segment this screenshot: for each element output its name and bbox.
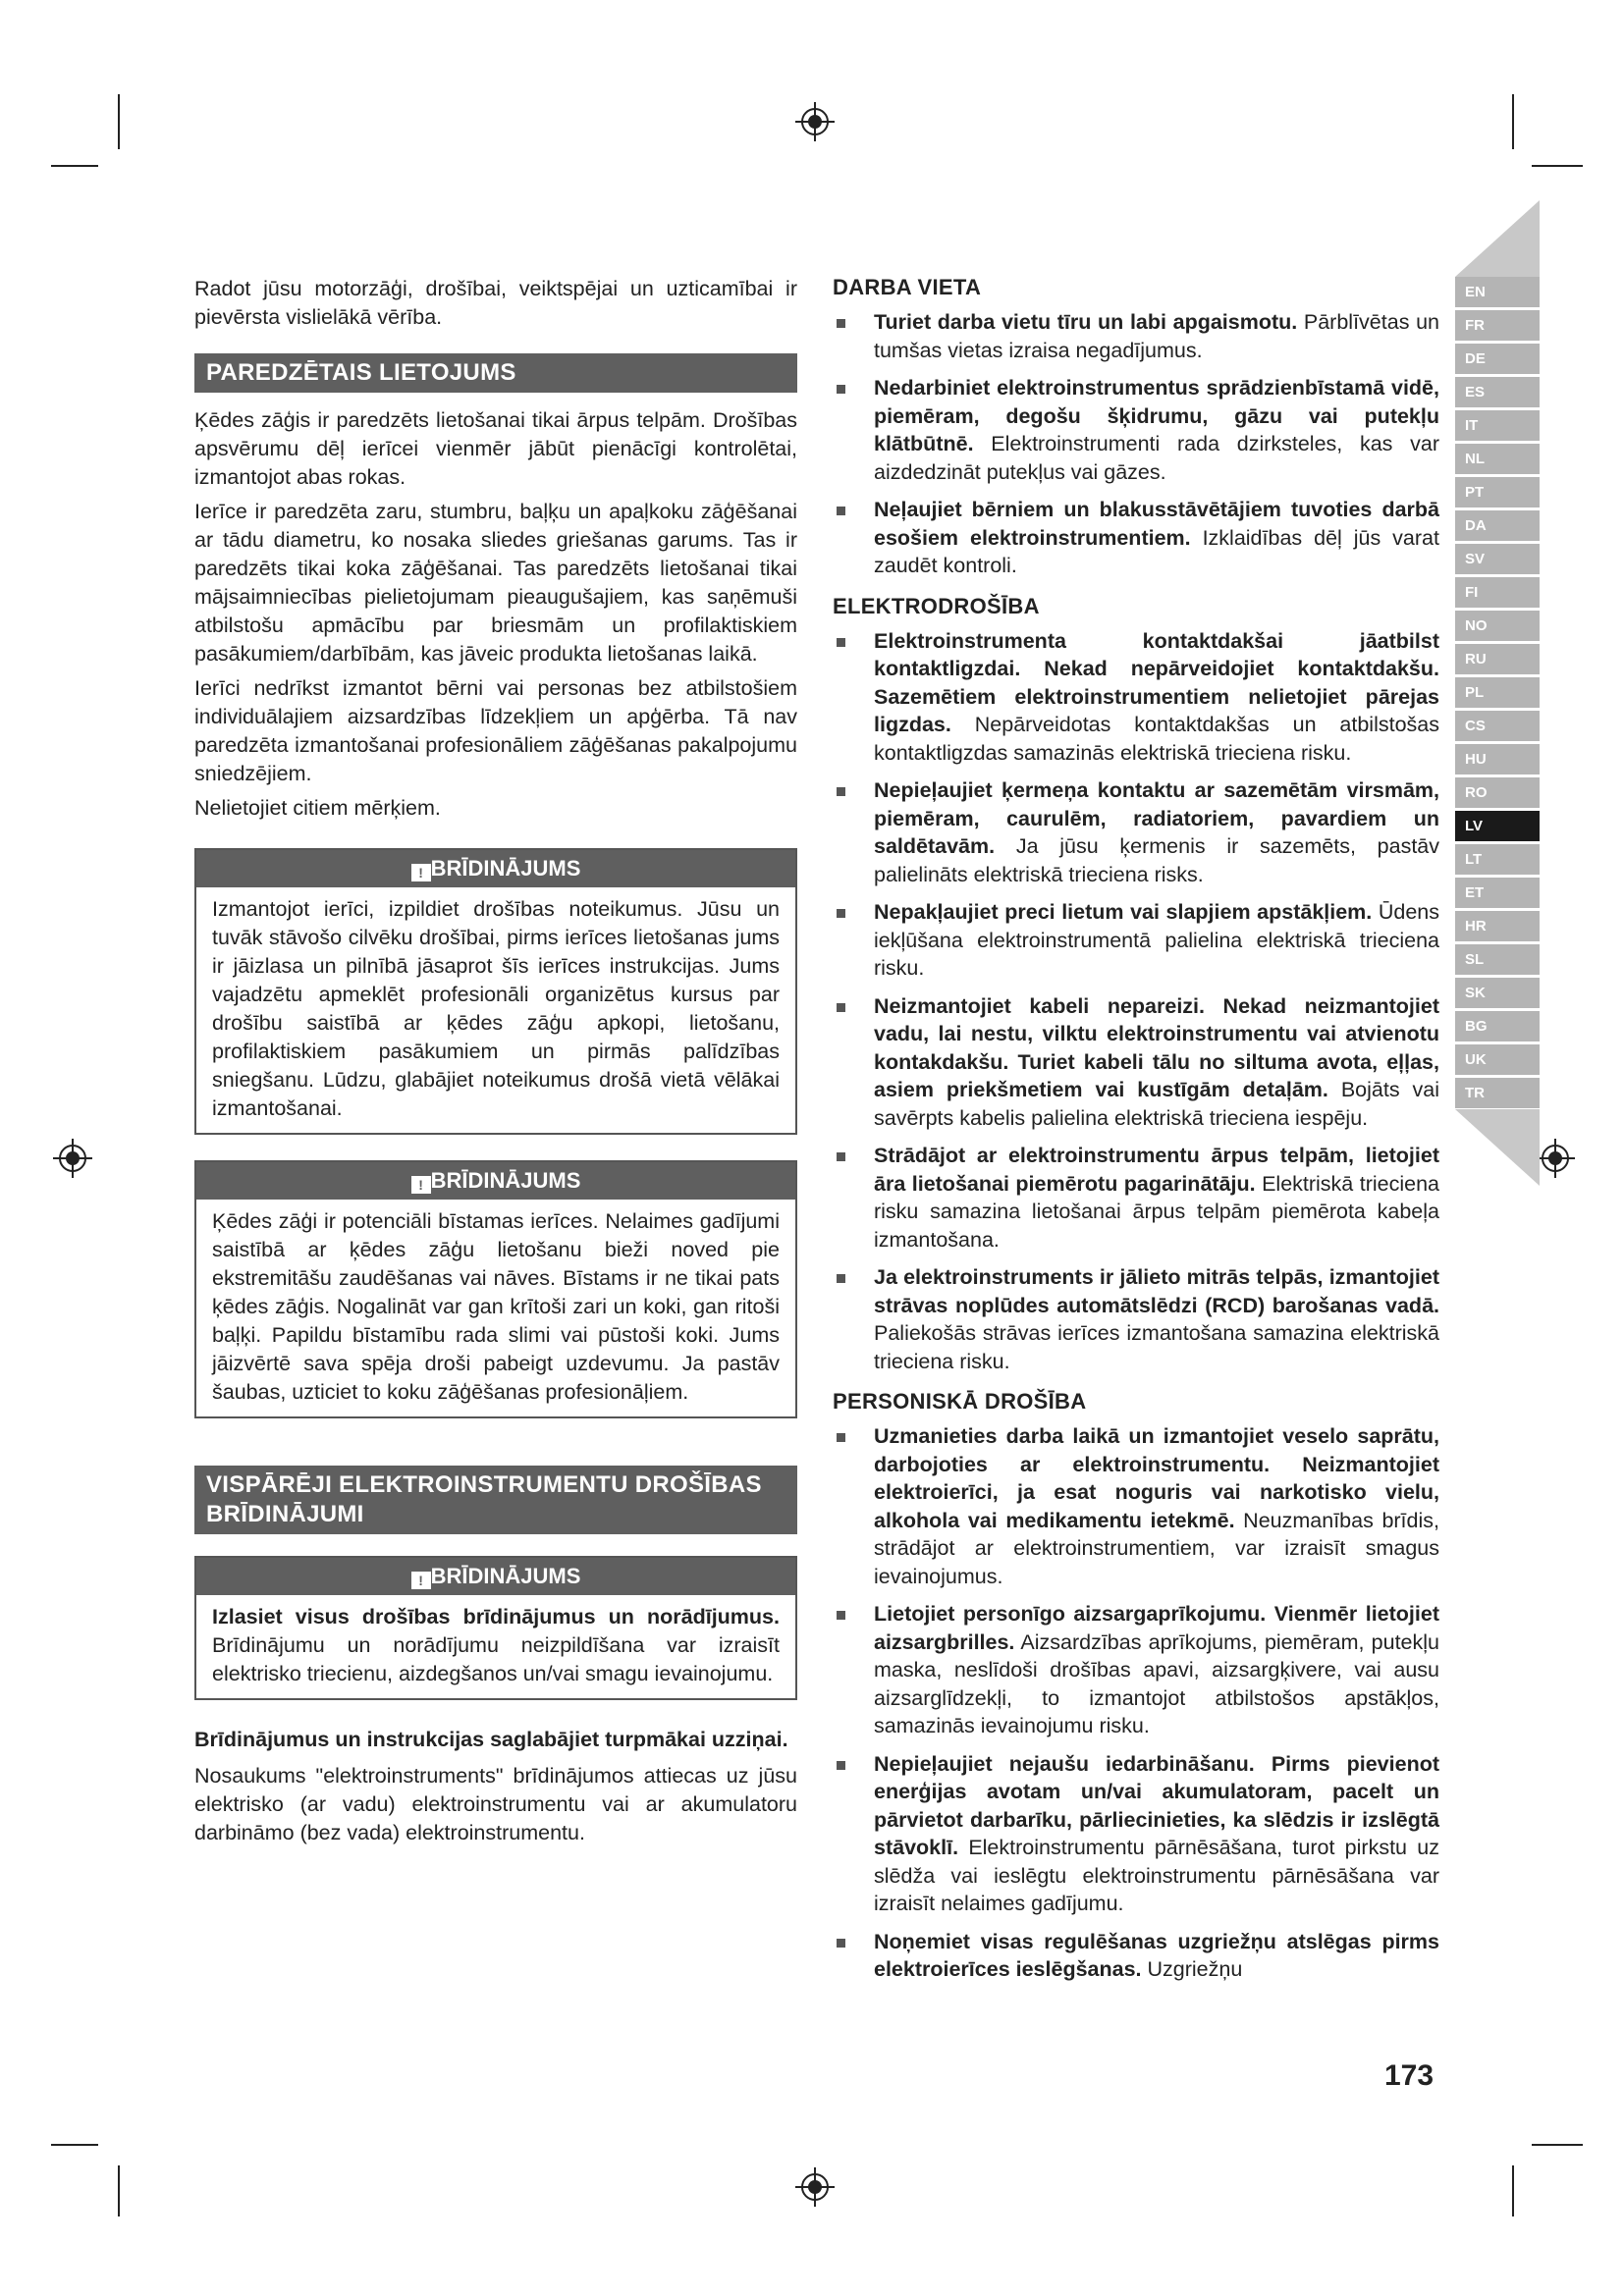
warning-icon: ! (411, 1572, 431, 1589)
language-tab-no[interactable]: NO (1455, 611, 1540, 641)
crop-mark (1532, 165, 1583, 167)
warning-bold: Izlasiet visus drošības brīdinājumus un norādījumus. (212, 1605, 780, 1629)
list-item: Lietojiet personīgo aizsargaprīkojumu. Vienmēr lietojiet aizsargbrilles. Aizsardzības aprīkojums, piemēram, putekļu maska, neslīdoši drošības apavi, aizsargķivere, vai ausu aizsarglīdzekļi, to izmantojot atbilstošos apstākļos, samazinās ievainojumu risku. (833, 1600, 1439, 1740)
language-tab-uk[interactable]: UK (1455, 1044, 1540, 1075)
warning-header (196, 850, 795, 887)
crop-mark (51, 2144, 98, 2146)
save-instructions-heading: Brīdinājumus un instrukcijas saglabājiet turpmākai uzziņai. (194, 1728, 788, 1751)
warning-box (194, 1160, 797, 1418)
language-tab-bg[interactable]: BG (1455, 1011, 1540, 1041)
language-tab-sk[interactable]: SK (1455, 978, 1540, 1008)
electrical-safety-list (833, 627, 1439, 1376)
subheading-work-area: DARBA VIETA (833, 275, 982, 299)
warning-header (196, 1558, 795, 1595)
tab-decoration-top (1455, 200, 1540, 277)
list-item: Nedarbiniet elektroinstrumentus sprādzienbīstamā vidē, piemēram, degošu šķidrumu, gāzu vai putekļu klātbūtnē. Elektroinstrumenti rada dzirksteles, kas var aizdedzināt putekļus vai gāzes. (833, 374, 1439, 486)
section-title-intended-use: PAREDZĒTAIS LIETOJUMS (194, 353, 797, 393)
registration-mark-icon (51, 1137, 94, 1180)
right-column (833, 275, 1439, 1998)
tab-decoration-bottom (1455, 1109, 1540, 1186)
language-tab-ro[interactable]: RO (1455, 777, 1540, 808)
language-tab-ru[interactable]: RU (1455, 644, 1540, 674)
language-tab-cs[interactable]: CS (1455, 711, 1540, 741)
page-number: 173 (1384, 2059, 1435, 2092)
language-tab-et[interactable]: ET (1455, 878, 1540, 908)
language-tab-hr[interactable]: HR (1455, 911, 1540, 941)
warning-label: BRĪDINĀJUMS (430, 1168, 581, 1193)
list-item: Noņemiet visas regulēšanas uzgriežņu atslēgas pirms elektroierīces ieslēgšanas. Uzgriežņu (833, 1928, 1439, 1984)
crop-mark (1512, 2165, 1514, 2216)
paragraph: Ierīce ir paredzēta zaru, stumbru, baļķu un apaļkoku zāģēšanai ar tādu diametru, ko nosaka sliedes griešanas garums. Tas ir paredzēts tikai koka zāģēšanai. Tas paredzēts lietošanai tikai mājsaimniecības pielietojumam pieaugušajiem, kas saņēmuši atbilstošu apmācību par briesmām un profilaktiskiem pasākumiem/darbībām, kas jāveic produkta lietošanas laikā. (194, 500, 797, 666)
language-tab-fi[interactable]: FI (1455, 577, 1540, 608)
list-item: Ja elektroinstruments ir jālieto mitrās telpās, izmantojiet strāvas noplūdes automātslēdzi (RCD) barošanas vadā. Paliekošās strāvas ierīces izmantošana samazina elektriskā trieciena risku. (833, 1263, 1439, 1375)
list-item: Nepakļaujiet preci lietum vai slapjiem apstākļiem. Ūdens iekļūšana elektroinstrumentā palielina elektriskā trieciena risku. (833, 898, 1439, 983)
list-item: Neļaujiet bērniem un blakusstāvētājiem tuvoties darbā esošiem elektroinstrumentiem. Izklaidības dēļ jūs varat zaudēt kontroli. (833, 496, 1439, 580)
personal-safety-list (833, 1422, 1439, 1984)
paragraph: Nosaukums "elektroinstruments" brīdinājumos attiecas uz jūsu elektrisko (ar vadu) elektroinstrumentu vai ar akumulatoru darbināmo (bez vada) elektroinstrumentu. (194, 1764, 797, 1844)
list-item: Neizmantojiet kabeli nepareizi. Nekad neizmantojiet vadu, lai nestu, vilktu elektroinstrumentu vai atvienotu kontakdakšu. Turiet kabeli tālu no siltuma avota, eļļas, asiem priekšmetiem vai kustīgām detaļām. Bojāts vai savērpts kabelis palielina elektriskā trieciena iespēju. (833, 992, 1439, 1133)
language-tab-sv[interactable]: SV (1455, 544, 1540, 574)
warning-rest: Brīdinājumu un norādījumu neizpildīšana var izraisīt elektrisko triecienu, aizdegšanos un/vai smagu ievainojumu. (212, 1633, 780, 1685)
paragraph: Ķēdes zāģis ir paredzēts lietošanai tikai ārpus telpām. Drošības apsvērumu dēļ ierīcei vienmēr jābūt pienācīgi kontrolētai, izmantojot abas rokas. (194, 408, 797, 489)
list-item: Elektroinstrumenta kontaktdakšai jāatbilst kontaktligzdai. Nekad nepārveidojiet kontaktdakšu. Sazemētiem elektroinstrumentiem nelietojiet pārejas ligzdas. Nepārveidotas kontaktdakšas un atbilstošas kontaktligzdas samazinās elektriskā trieciena risku. (833, 627, 1439, 768)
paragraph: Ierīci nedrīkst izmantot bērni vai personas bez atbilstošiem individuālajiem aizsardzības līdzekļiem un apģērba. Tā nav paredzēta izmantošanai profesionāliem zāģēšanas pakalpojumu sniedzējiem. (194, 676, 797, 785)
warning-label: BRĪDINĀJUMS (430, 856, 581, 881)
language-tab-tr[interactable]: TR (1455, 1078, 1540, 1108)
language-tab-hu[interactable]: HU (1455, 744, 1540, 774)
subheading-personal-safety: PERSONISKĀ DROŠĪBA (833, 1389, 1087, 1414)
work-area-list (833, 308, 1439, 580)
language-tabs (1455, 277, 1540, 1111)
language-tab-pt[interactable]: PT (1455, 477, 1540, 507)
left-column (194, 275, 797, 1853)
list-item: Nepieļaujiet nejaušu iedarbināšanu. Pirms pievienot enerģijas avotam un/vai akumulatoram, pacelt un pārvietot darbarīku, pārliecinieties, ka slēdzis ir izslēgtā stāvoklī. Elektroinstrumentu pārnēsāšana, turot pirkstu uz slēdža vai ieslēgtu elektroinstrumentu pārnēsāšana var izraisīt nelaimes gadījumu. (833, 1750, 1439, 1918)
registration-mark-icon (1534, 1137, 1577, 1180)
warning-label: BRĪDINĀJUMS (430, 1564, 581, 1588)
language-tab-it[interactable]: IT (1455, 410, 1540, 441)
warning-text: Ķēdes zāģi ir potenciāli bīstamas ierīces. Nelaimes gadījumi saistībā ar ķēdes zāģu lietošanu bieži noved pie ekstremitāšu zaudēšanas vai nāves. Bīstams ir ne tikai pats ķēdes zāģis. Nogalināt var gan krītoši zari un koki, gan ritoši baļķi. Papildu bīstamību rada slimi vai pūstoši koki. Jums jāizvērtē sava spēja droši pabeigt uzdevumu. Ja pastāv šaubas, uzticiet to koku zāģēšanas profesionāļiem. (212, 1209, 780, 1404)
warning-box (194, 1556, 797, 1700)
language-tab-pl[interactable]: PL (1455, 677, 1540, 708)
section-title-general-warnings: VISPĀRĒJI ELEKTROINSTRUMENTU DROŠĪBAS BRĪDINĀJUMI (194, 1466, 797, 1534)
warning-box (194, 848, 797, 1135)
language-tab-nl[interactable]: NL (1455, 444, 1540, 474)
subheading-electrical-safety: ELEKTRODROŠĪBA (833, 593, 1040, 618)
crop-mark (51, 165, 98, 167)
list-item: Uzmanieties darba laikā un izmantojiet veselo saprātu, darbojoties ar elektroinstrumentu. Neizmantojiet elektroierīci, ja esat noguris vai narkotisko vielu, alkohola vai medikamentu ietekmē. Neuzmanības brīdis, strādājot ar elektroinstrumentiem, var izraisīt smagus ievainojumus. (833, 1422, 1439, 1590)
language-tab-da[interactable]: DA (1455, 510, 1540, 541)
warning-icon: ! (411, 864, 431, 881)
language-tab-lt[interactable]: LT (1455, 844, 1540, 875)
language-tab-es[interactable]: ES (1455, 377, 1540, 407)
crop-mark (1532, 2144, 1583, 2146)
list-item: Turiet darba vietu tīru un labi apgaismotu. Pārblīvētas un tumšas vietas izraisa negadījumus. (833, 308, 1439, 364)
paragraph: Nelietojiet citiem mērķiem. (194, 796, 441, 820)
crop-mark (118, 2165, 120, 2216)
registration-mark-icon (793, 2165, 837, 2209)
warning-icon: ! (411, 1176, 431, 1194)
language-tab-sl[interactable]: SL (1455, 944, 1540, 975)
warning-text (196, 1595, 795, 1698)
warning-header (196, 1162, 795, 1200)
crop-mark (1512, 94, 1514, 149)
crop-mark (118, 94, 120, 149)
list-item: Strādājot ar elektroinstrumentu ārpus telpām, lietojiet āra lietošanai piemērotu pagarinātāju. Elektriskā trieciena risku samazina lietošanai ārpus telpām piemērota kabeļa izmantošana. (833, 1142, 1439, 1254)
warning-text: Izmantojot ierīci, izpildiet drošības noteikumus. Jūsu un tuvāk stāvošo cilvēku drošībai, pirms ierīces lietošanas jums ir jāizlasa un pilnībā jāsaprot šīs ierīces instrukcijas. Jums vajadzētu apmeklēt profesionāli organizētus kursus par drošību saistībā ar ķēdes zāģu apkopi, lietošanu, profilaktiskiem pasākumiem un pirmās palīdzības sniegšanu. Lūdzu, glabājiet noteikumus drošā vietā vēlākai izmantošanai. (212, 897, 780, 1120)
language-tab-en[interactable]: EN (1455, 277, 1540, 307)
list-item: Nepieļaujiet ķermeņa kontaktu ar sazemētām virsmām, piemēram, caurulēm, radiatoriem, pavardiem un saldētavām. Ja jūsu ķermenis ir sazemēts, pastāv palielināts elektriskā trieciena risks. (833, 776, 1439, 888)
language-tab-lv[interactable]: LV (1455, 811, 1540, 841)
language-tab-de[interactable]: DE (1455, 344, 1540, 374)
registration-mark-icon (793, 100, 837, 143)
language-tab-fr[interactable]: FR (1455, 310, 1540, 341)
intro-paragraph: Radot jūsu motorzāģi, drošībai, veiktspējai un uzticamībai ir pievērsta vislielākā vērība. (194, 277, 797, 329)
